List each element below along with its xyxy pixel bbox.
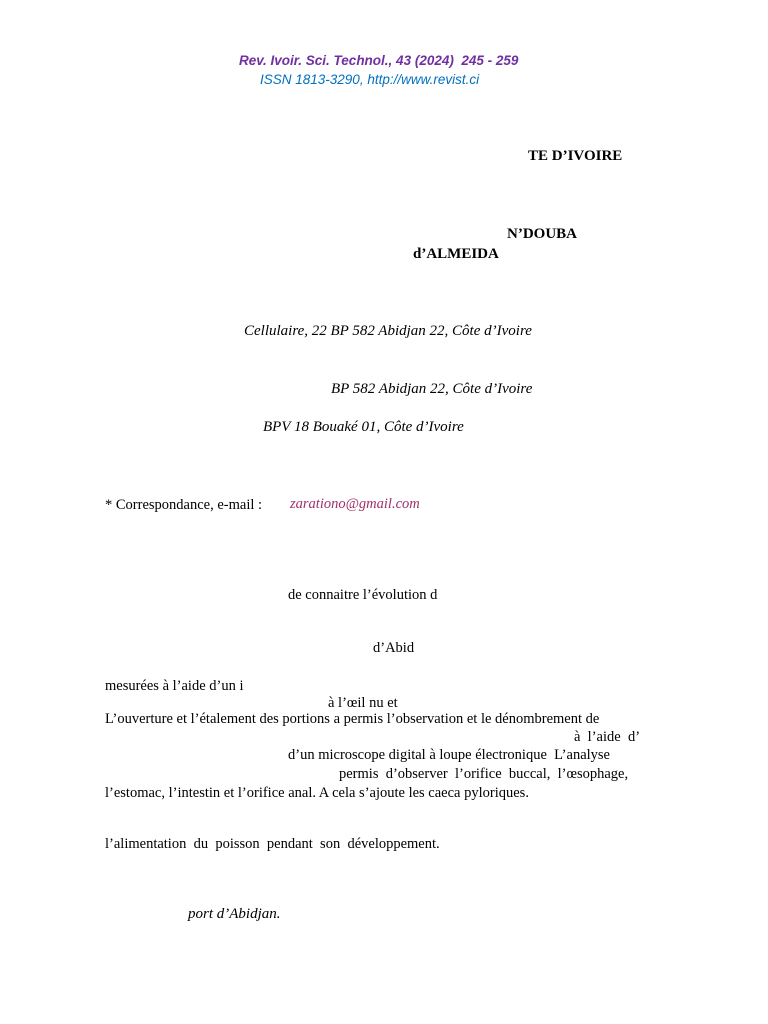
abstract-line-4: à l’œil nu et — [328, 695, 398, 711]
affiliation-3: BPV 18 Bouaké 01, Côte d’Ivoire — [263, 419, 464, 435]
abstract-line-1: de connaitre l’évolution d — [288, 587, 438, 603]
abstract-line-6: à l’aide d’ — [574, 729, 641, 745]
abstract-line-3: mesurées à l’aide d’un i — [105, 678, 244, 694]
abstract-line-10: l’alimentation du poisson pendant son développement. — [105, 836, 440, 852]
abstract-line-9: l’estomac, l’intestin et l’orifice anal. A cela s’ajoute les caeca pyloriques. — [105, 785, 529, 801]
abstract-line-7: d’un microscope digital à loupe électronique L’analyse — [288, 747, 610, 763]
affiliation-1: Cellulaire, 22 BP 582 Abidjan 22, Côte d’Ivoire — [244, 323, 532, 339]
author-line-1: N’DOUBA — [507, 226, 577, 242]
correspondence-label: * Correspondance, e-mail : — [105, 497, 263, 513]
affiliation-2: BP 582 Abidjan 22, Côte d’Ivoire — [331, 381, 533, 397]
abstract-line-2: d’Abid — [373, 640, 415, 656]
author-line-2: d’ALMEIDA — [413, 246, 499, 262]
issn-line: ISSN 1813-3290, http://www.revist.ci — [260, 72, 480, 87]
journal-reference: Rev. Ivoir. Sci. Technol., 43 (2024) 245 - 259 — [239, 53, 519, 68]
abstract-line-8: permis d’observer l’orifice buccal, l’œsophage, — [339, 766, 629, 782]
abstract-line-5: L’ouverture et l’étalement des portions a permis l’observation et le dénombrement de — [105, 711, 600, 727]
title-line: TE D’IVOIRE — [528, 148, 623, 164]
keywords-line: port d’Abidjan. — [188, 906, 281, 922]
correspondence-email[interactable]: zarationo@gmail.com — [290, 496, 420, 512]
